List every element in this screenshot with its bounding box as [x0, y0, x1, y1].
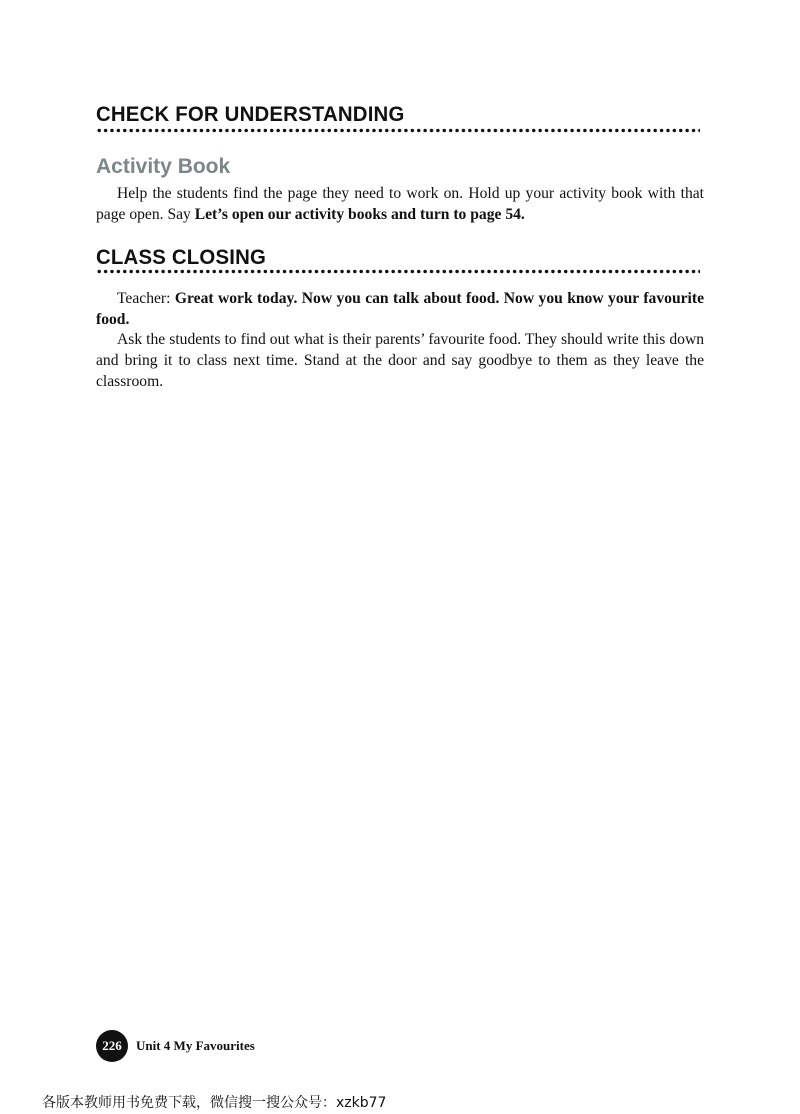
activity-book-instruction-text: Help the students find the page they need to work on. Hold up your activity book with that page open. Say	[96, 185, 704, 223]
section-heading-text: CLASS CLOSING	[96, 246, 267, 269]
page-number-badge: 226	[96, 1030, 128, 1062]
section-heading-text: CHECK FOR UNDERSTANDING	[96, 103, 405, 126]
section-heading-class-closing	[96, 246, 704, 276]
subheading-activity-book: Activity Book	[96, 155, 231, 178]
teacher-speech-text: Great work today. Now you can talk about food. Now you know your favourite food.	[96, 290, 704, 328]
activity-book-paragraph	[96, 183, 704, 225]
dotted-rule	[96, 269, 700, 274]
activity-book-say-text: Let’s open our activity books and turn to page 54.	[194, 206, 525, 223]
homework-paragraph: Ask the students to find out what is their parents’ favourite food. They should write this down and bring it to class next time. Stand at the door and say goodbye to them as they leave the classroom.	[96, 331, 704, 390]
teacher-paragraph	[96, 288, 704, 330]
section-heading-check-for-understanding	[96, 103, 704, 133]
footer-unit-title: Unit 4 My Favourites	[136, 1038, 255, 1053]
watermark-text: 各版本教师用书免费下载，微信搜一搜公众号：xzkb77	[42, 1095, 387, 1111]
dotted-rule	[96, 128, 700, 133]
teacher-label: Teacher:	[117, 290, 175, 307]
